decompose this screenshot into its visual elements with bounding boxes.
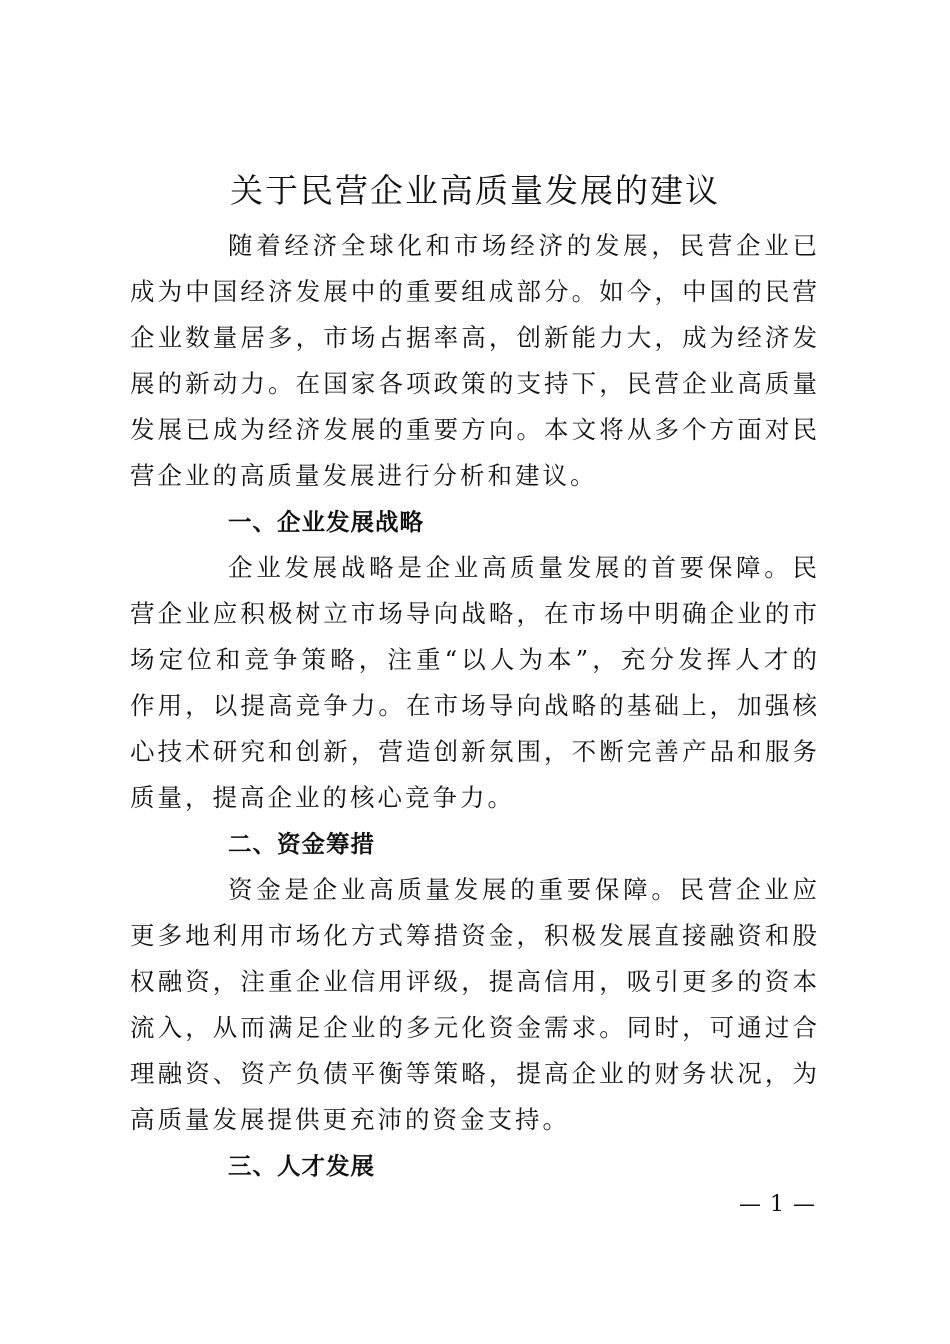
section-paragraph-funding: 资金是企业高质量发展的重要保障。民营企业应更多地利用市场化方式筹措资金，积极发展直接融资和股权融资，注重企业信用评级，提高信用，吸引更多的资本流入，从而满足企业的多元化资金需求。同时，可通过合理融资、资产负债平衡等策略，提高企业的财务状况，为高质量发展提供更充沛的资金支持。 [130,875,820,1134]
section-heading-strategy: 一、企业发展战略 [228,508,424,536]
page-number: — 1 — [739,1192,816,1217]
intro-paragraph: 随着经济全球化和市场经济的发展，民营企业已成为中国经济发展中的重要组成部分。如今，中国的民营企业数量居多，市场占据率高，创新能力大，成为经济发展的新动力。在国家各项政策的支持下，民营企业高质量发展已成为经济发展的重要方向。本文将从多个方面对民营企业的高质量发展进行分析和建议。 [130,231,820,490]
document-body [130,223,820,1189]
document-title: 关于民营企业高质量发展的建议 [230,171,720,210]
section-paragraph-strategy: 企业发展战略是企业高质量发展的首要保障。民营企业应积极树立市场导向战略，在市场中明确企业的市场定位和竞争策略，注重“以人为本”，充分发挥人才的作用，以提高竞争力。在市场导向战略的基础上，加强核心技术研究和创新，营造创新氛围，不断完善产品和服务质量，提高企业的核心竞争力。 [130,553,820,812]
section-heading-talent: 三、人才发展 [228,1152,375,1180]
section-heading-funding: 二、资金筹措 [228,830,375,858]
